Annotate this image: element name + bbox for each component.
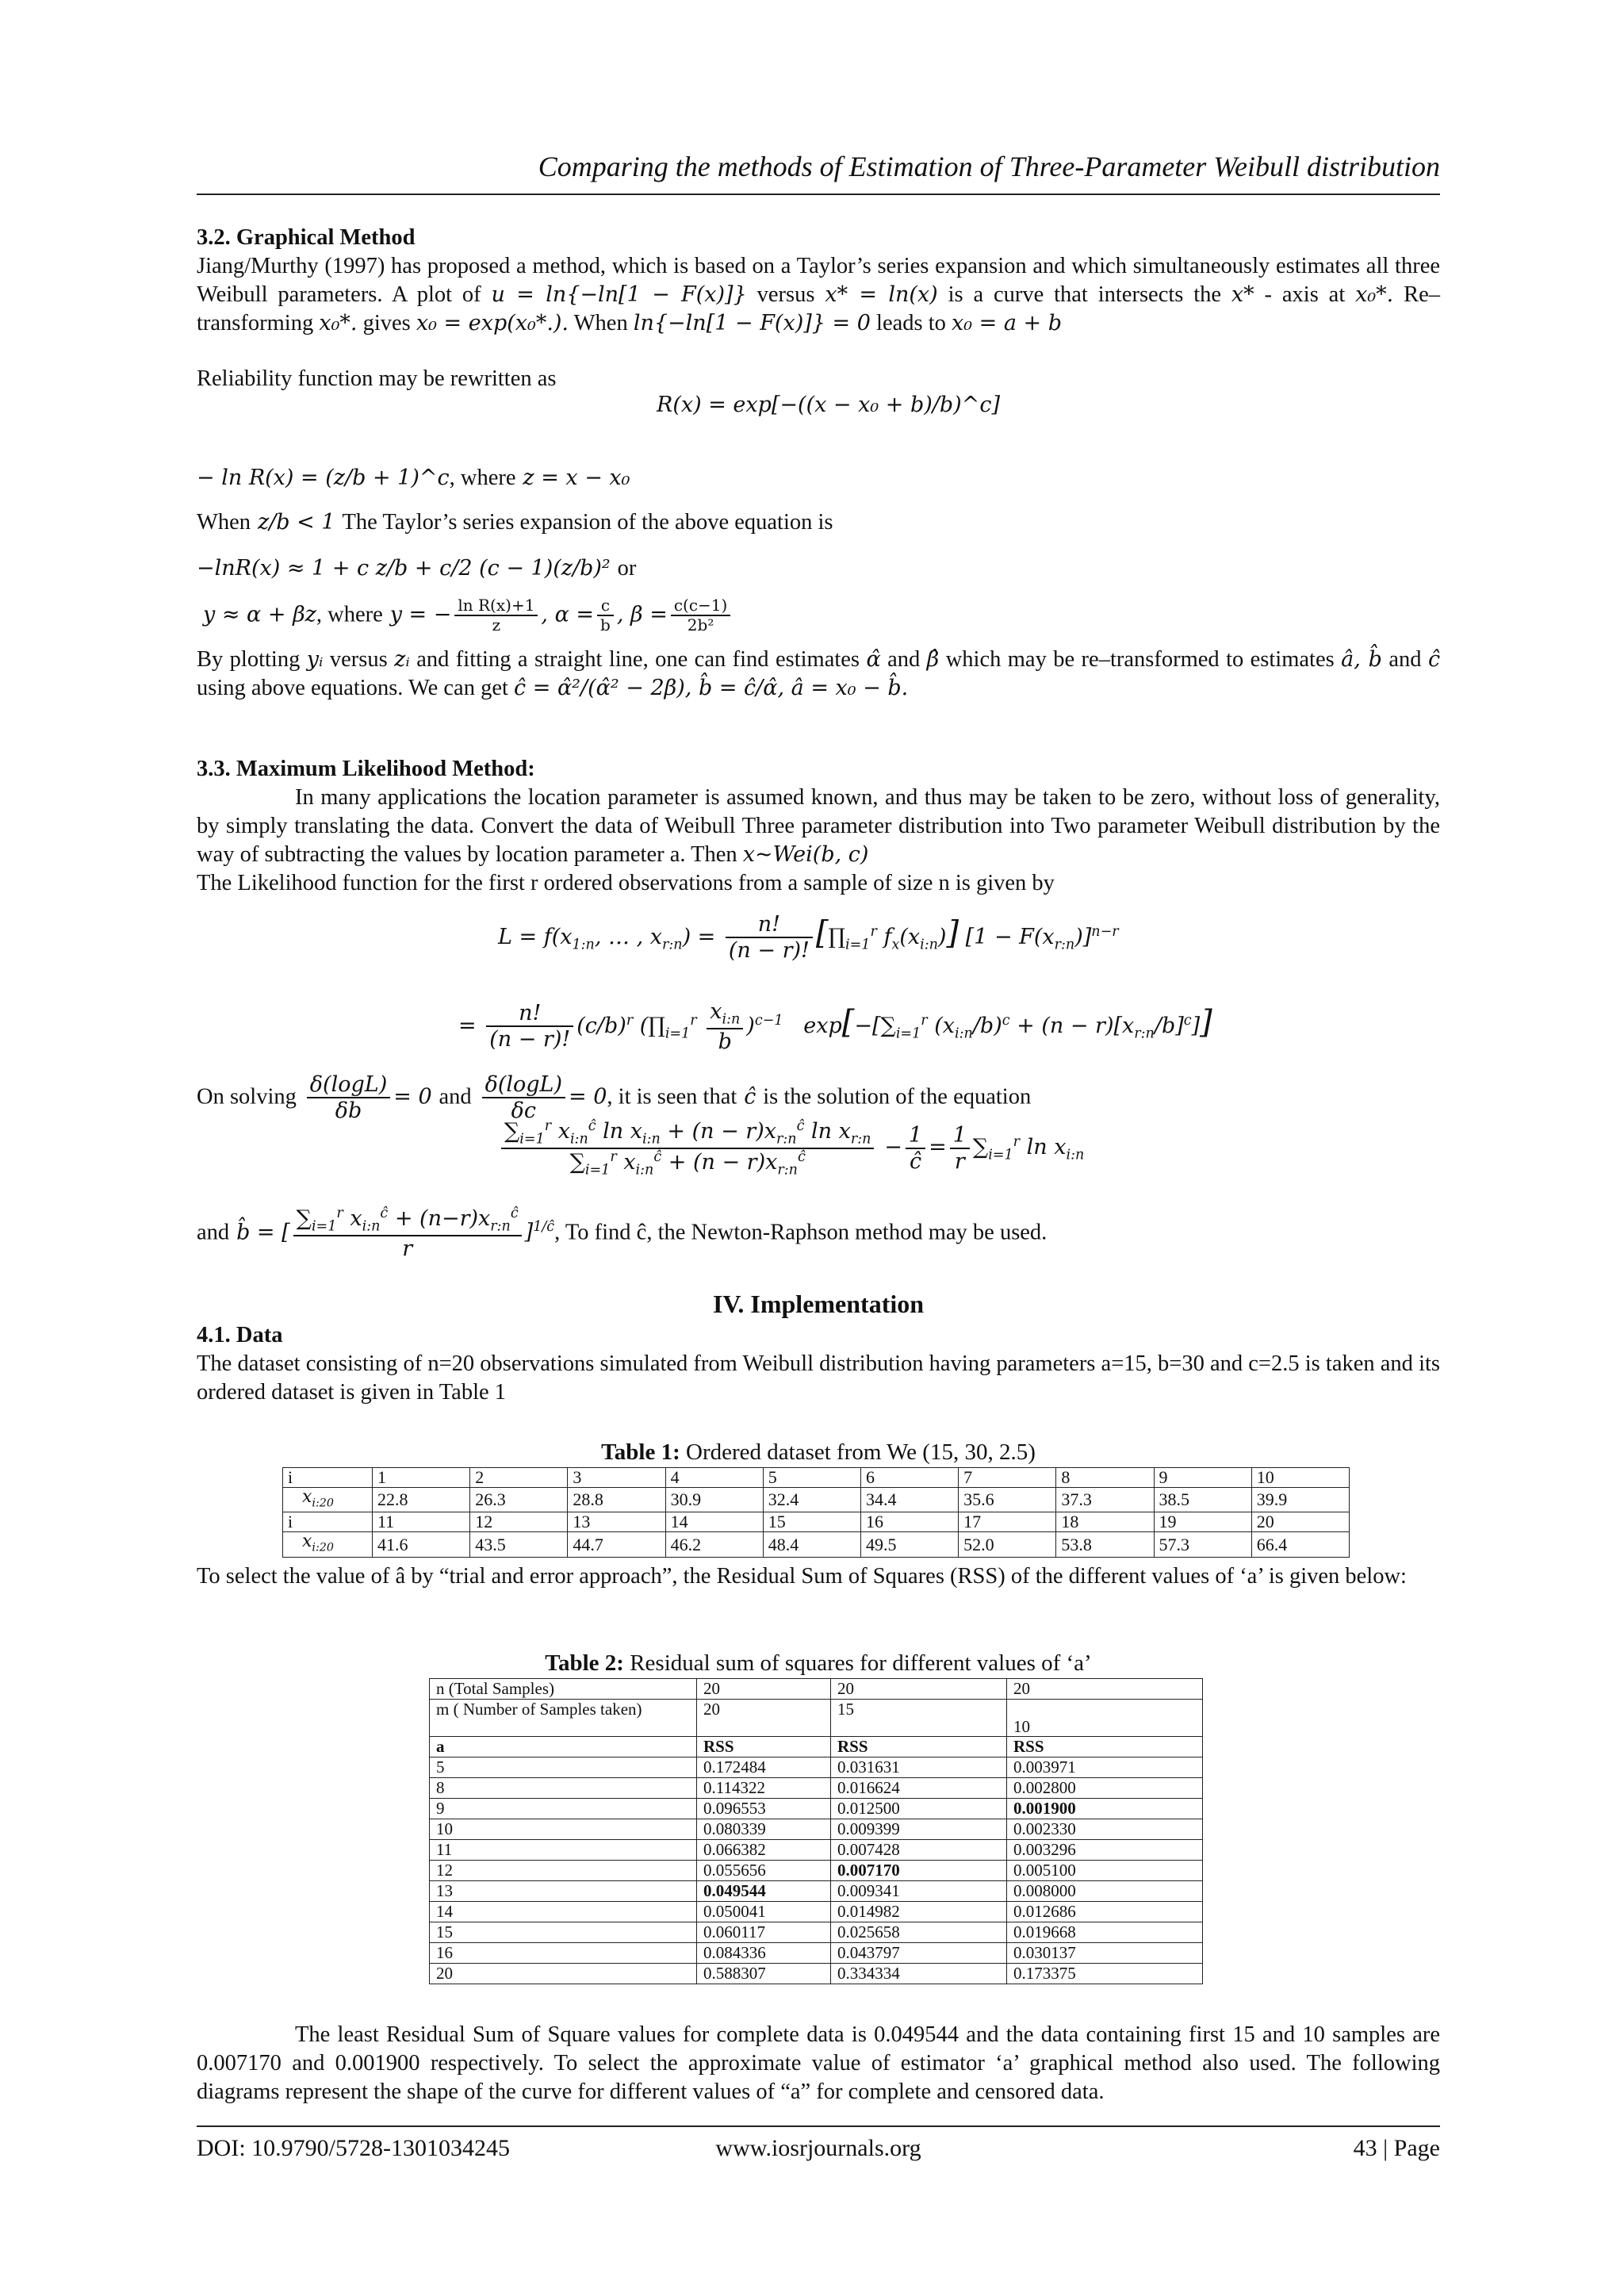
paragraph: The Likelihood function for the first r ordered observations from a sample of size n is given by	[197, 871, 1055, 895]
table-cell: 14	[665, 1512, 763, 1532]
table1-caption: Table 1: Ordered dataset from We (15, 30, 2.5)	[601, 1439, 1036, 1465]
table-cell: 8	[430, 1778, 697, 1799]
table-row	[430, 1700, 1203, 1737]
table-cell: 13	[430, 1881, 697, 1902]
table-cell: 9	[1154, 1468, 1251, 1488]
section-graphical-method	[197, 224, 1440, 338]
table-cell: 10	[1251, 1468, 1349, 1488]
table-row	[430, 1778, 1203, 1799]
table-cell: 0.055656	[697, 1861, 831, 1881]
table-cell: 39.9	[1251, 1488, 1349, 1512]
table-cell: 7	[959, 1468, 1056, 1488]
equation-taylor: −lnR(x) ≈ 1 + c z/b + c/2 (c − 1)(z/b)² or	[197, 556, 637, 581]
table-cell: 16	[430, 1943, 697, 1964]
equation-likelihood-expanded: = $\frac{n!}{(n - r)!}$ $(c/b)^r$ ($\prod_{i=1}^r$ $\frac{x_{i:n}}{b}$ )$^{c-1}$ $\exp[-[\sum_{i=1}^r$ $(x_{i:n}/b)^c + (n - r)[x_{r:n}/b]^c$]]	[458, 999, 1212, 1054]
table-cell: 43.5	[470, 1532, 568, 1557]
table-cell: 19	[1154, 1512, 1251, 1532]
table-cell: 14	[430, 1902, 697, 1922]
table-cell: 38.5	[1154, 1488, 1251, 1512]
row-header-cell: $x_{i:20}$	[283, 1488, 373, 1512]
table-row	[430, 1840, 1203, 1861]
table-cell: 0.014982	[831, 1902, 1007, 1922]
table-cell: RSS	[831, 1737, 1007, 1757]
table-cell: 30.9	[665, 1488, 763, 1512]
equation-likelihood: $L = f(x_{1:n}$, … , $x_{r:n}$) = $\frac{n!}{(n - r)!}$ [$\prod_{i=1}^r$ $f_x(x_{i:n})$] $[1 - F(x_{r:n})]^{n-r}$	[498, 912, 1119, 964]
table-cell: 0.025658	[831, 1922, 1007, 1943]
table-cell: 0.009341	[831, 1881, 1007, 1902]
conclusion-paragraph: The least Residual Sum of Square values for complete data is 0.049544 and the data containing first 15 and 10 samples are 0.007170 and 0.001900 respectively. To select the approximate value of estimator ‘a’ graphical method also used. The following diagrams represent the shape of the curve for different values of “a” for complete and censored data.	[197, 2022, 1440, 2104]
table-cell: 0.066382	[697, 1840, 831, 1861]
table-cell: 0.019668	[1007, 1922, 1203, 1943]
table-cell: 0.172484	[697, 1757, 831, 1778]
table-cell: 0.588307	[697, 1964, 831, 1984]
table-cell: 1	[373, 1468, 470, 1488]
table-rss	[429, 1678, 1203, 1984]
table-cell: 5	[763, 1468, 860, 1488]
table-row	[283, 1512, 1350, 1532]
table-cell: 4	[665, 1468, 763, 1488]
table-cell: 0.002800	[1007, 1778, 1203, 1799]
table-row	[430, 1922, 1203, 1943]
table-cell: 15	[430, 1922, 697, 1943]
table-cell: 0.084336	[697, 1943, 831, 1964]
table-cell: 20	[697, 1700, 831, 1737]
table-cell: 2	[470, 1468, 568, 1488]
table-cell: 53.8	[1056, 1532, 1154, 1557]
table-cell: 0.001900	[1007, 1799, 1203, 1819]
table-cell: 16	[860, 1512, 958, 1532]
likelihood-equations	[197, 896, 1440, 1087]
table-cell: 3	[568, 1468, 665, 1488]
table-cell: 20	[430, 1964, 697, 1984]
row-header-cell: i	[283, 1512, 373, 1532]
table-cell: 0.007170	[831, 1861, 1007, 1881]
equation-linear: y ≈ α + βz, where y = − $\frac{\text{ln R(x)+1}}{z}$ , α = $\frac{c}{b}$ , β = $\frac{c(c-1)}{\text{2b²}}$	[203, 596, 733, 634]
table-cell: 0.002330	[1007, 1819, 1203, 1840]
table-cell: 0.080339	[697, 1819, 831, 1840]
table-row	[430, 1799, 1203, 1819]
table-cell: 49.5	[860, 1532, 958, 1557]
table-cell: a	[430, 1737, 697, 1757]
table-cell: 57.3	[1154, 1532, 1251, 1557]
table-cell: 10	[430, 1819, 697, 1840]
when-line: When z/b < 1 The Taylor’s series expansion of the above equation is	[197, 510, 833, 535]
reliability-block	[197, 365, 1440, 634]
paragraph: The dataset consisting of n=20 observations simulated from Weibull distribution having parameters a=15, b=30 and c=2.5 is taken and its ordered dataset is given in Table 1	[197, 1351, 1440, 1405]
section-heading: 3.3. Maximum Likelihood Method:	[197, 757, 535, 781]
equation-reliability: R(x) = exp[−((x − x₀ + b)/b)^c]	[657, 393, 1000, 417]
paragraph: In many applications the location parameter is assumed known, and thus may be taken to be zero, without loss of generality, by simply translating the data. Convert the data of Weibull Three parameter distribution into Two parameter Weibull distribution by the way of subtracting the values by location parameter a. Then x~Wei(b, c)	[197, 785, 1440, 867]
table-cell: 0.003296	[1007, 1840, 1203, 1861]
table-cell: 20	[1007, 1679, 1203, 1700]
table-cell: 0.334334	[831, 1964, 1007, 1984]
table-cell: RSS	[697, 1737, 831, 1757]
b-hat-line: and b̂ = [ $\frac{\sum_{i=1}^r x_{i:n}^ĉ + (n-r)x_{r:n}^ĉ}{r}$ ]$^{1/ĉ}$, To find ĉ, the Newton-Raphson method may be used.	[197, 1205, 1048, 1261]
table-row	[430, 1881, 1203, 1902]
footer-divider	[197, 2125, 1440, 2127]
journal-site: www.iosrjournals.org	[715, 2135, 921, 2161]
table-cell: 22.8	[373, 1488, 470, 1512]
table-cell: 35.6	[959, 1488, 1056, 1512]
table-cell: 11	[430, 1840, 697, 1861]
table-row	[283, 1532, 1350, 1557]
table-cell: 34.4	[860, 1488, 958, 1512]
table-cell: 11	[373, 1512, 470, 1532]
table-cell: 0.005100	[1007, 1861, 1203, 1881]
table-cell: 66.4	[1251, 1532, 1349, 1557]
table-cell: 12	[430, 1861, 697, 1881]
equation-c-hat: $\frac{\sum_{i=1}^r x_{i:n}^ĉ \ln x_{i:n} + (n - r)x_{r:n}^ĉ \ln x_{r:n}}{\sum_{i=1}^r x_{i:n}^ĉ + (n - r)x_{r:n}^ĉ}$ − $\frac{1}{ĉ}$ = $\frac{1}{r}$ $\sum_{i=1}^r$ $\ln x_{i:n}$	[197, 1118, 1440, 1205]
table-cell: 10	[1007, 1700, 1203, 1737]
table-cell: 15	[763, 1512, 860, 1532]
table-cell: RSS	[1007, 1737, 1203, 1757]
table-cell: 0.012500	[831, 1799, 1007, 1819]
table-cell: 17	[959, 1512, 1056, 1532]
table-row	[430, 1757, 1203, 1778]
table-cell: n (Total Samples)	[430, 1679, 697, 1700]
table-cell: 8	[1056, 1468, 1154, 1488]
table-row	[430, 1679, 1203, 1700]
table-cell: 0.173375	[1007, 1964, 1203, 1984]
estimation-paragraph: By plotting yᵢ versus zᵢ and fitting a straight line, one can find estimates α̂ and β̂ which may be re–transformed to estimates â, b̂ and ĉ using above equations. We can get ĉ = α̂²/(α̂² − 2β), b̂ = ĉ/α̂, â = x₀ − b̂.	[197, 647, 1441, 700]
table-cell: 0.008000	[1007, 1881, 1203, 1902]
table-row	[430, 1943, 1203, 1964]
table-row	[430, 1737, 1203, 1757]
running-head: Comparing the methods of Estimation of Three-Parameter Weibull distribution	[538, 151, 1440, 182]
table-cell: 18	[1056, 1512, 1154, 1532]
table-row	[430, 1964, 1203, 1984]
paragraph: Reliability function may be rewritten as	[197, 366, 557, 391]
section-mle	[197, 755, 1440, 898]
table-cell: 13	[568, 1512, 665, 1532]
row-header-cell: $x_{i:20}$	[283, 1532, 373, 1557]
table-cell: 0.114322	[697, 1778, 831, 1799]
table-cell: 0.043797	[831, 1943, 1007, 1964]
table-row	[283, 1468, 1350, 1488]
table-cell: 52.0	[959, 1532, 1056, 1557]
page-number: 43 | Page	[1353, 2135, 1440, 2161]
table-cell: 5	[430, 1757, 697, 1778]
table-cell: 0.031631	[831, 1757, 1007, 1778]
table-cell: 9	[430, 1799, 697, 1819]
table-cell: 6	[860, 1468, 958, 1488]
table-cell: 48.4	[763, 1532, 860, 1557]
row-header-cell: i	[283, 1468, 373, 1488]
solving-line: On solving $\frac{\delta(\log L)}{\delta b}$ = 0 and $\frac{\delta(\log L)}{\delta c}$ = 0, it is seen that ĉ is the solution of the equation	[197, 1072, 1032, 1124]
table-row	[430, 1861, 1203, 1881]
table-cell: 0.060117	[697, 1922, 831, 1943]
table-cell: 0.096553	[697, 1799, 831, 1819]
header-divider	[197, 194, 1440, 195]
table-cell: 0.030137	[1007, 1943, 1203, 1964]
table-cell: 20	[1251, 1512, 1349, 1532]
table-cell: 20	[831, 1679, 1007, 1700]
table-cell: 0.050041	[697, 1902, 831, 1922]
table-cell: 20	[697, 1679, 831, 1700]
paragraph: Jiang/Murthy (1997) has proposed a method, which is based on a Taylor’s series expansion and which simultaneously estimates all three Weibull parameters. A plot of u = ln{−ln[1 − F(x)]} versus x* = ln(x) is a curve that intersects the x* - axis at x₀*. Re–transforming x₀*. gives x₀ = exp(x₀*.). When ln{−ln[1 − F(x)]} = 0 leads to x₀ = a + b	[197, 254, 1441, 335]
table-cell: 0.003971	[1007, 1757, 1203, 1778]
table-row	[430, 1819, 1203, 1840]
section-implementation-title: IV. Implementation	[712, 1290, 925, 1318]
table-cell: 0.007428	[831, 1840, 1007, 1861]
equation-neg-ln-r: − ln R(x) = (z/b + 1)^c, where z = x − x₀	[197, 466, 630, 490]
table-cell: 0.012686	[1007, 1902, 1203, 1922]
section-data	[197, 1321, 1440, 1407]
table-cell: 41.6	[373, 1532, 470, 1557]
table-cell: 37.3	[1056, 1488, 1154, 1512]
table-cell: 12	[470, 1512, 568, 1532]
table-cell: 46.2	[665, 1532, 763, 1557]
table-cell: m ( Number of Samples taken)	[430, 1700, 697, 1737]
table-cell: 0.049544	[697, 1881, 831, 1902]
doi-text: DOI: 10.9790/5728-1301034245	[197, 2135, 510, 2161]
table-cell: 0.016624	[831, 1778, 1007, 1799]
table-row	[283, 1488, 1350, 1512]
table-cell: 28.8	[568, 1488, 665, 1512]
table-cell: 0.009399	[831, 1819, 1007, 1840]
paragraph-after-table1: To select the value of â by “trial and error approach”, the Residual Sum of Squares (RSS) of the different values of ‘a’ is given below:	[197, 1564, 1407, 1589]
table-ordered-dataset	[282, 1467, 1350, 1558]
section-heading: 3.2. Graphical Method	[197, 225, 416, 250]
table-cell: 44.7	[568, 1532, 665, 1557]
table-cell: 15	[831, 1700, 1007, 1737]
table-cell: 32.4	[763, 1488, 860, 1512]
subsection-heading: 4.1. Data	[197, 1323, 283, 1347]
table-cell: 26.3	[470, 1488, 568, 1512]
table2-caption: Table 2: Residual sum of squares for different values of ‘a’	[545, 1650, 1092, 1676]
table-row	[430, 1902, 1203, 1922]
